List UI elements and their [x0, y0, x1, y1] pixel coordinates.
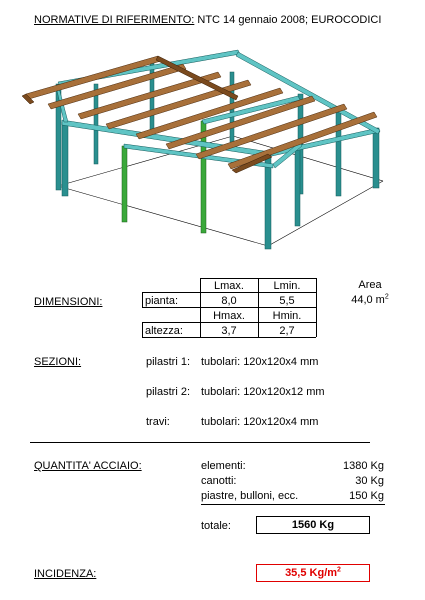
steel-label: QUANTITA' ACCIAIO: [34, 460, 142, 472]
steel-item-2-name: canotti: [201, 475, 237, 487]
section-2-name: pilastri 2: [146, 386, 191, 398]
steel-item-3-name: piastre, bulloni, ecc. [201, 490, 299, 502]
section-2-value: tubolari: 120x120x12 mm [201, 386, 325, 398]
incidence-value: 35,5 $Kg/m^2$ [285, 566, 341, 579]
incidence-label: INCIDENZA: [34, 568, 97, 580]
total-box [256, 516, 370, 534]
total-label: totale: [201, 520, 231, 532]
section-3-value: tubolari: 120x120x4 mm [201, 416, 319, 428]
altezza-hmax: 3,7 [221, 325, 237, 337]
steel-item-1-value: 1380 Kg [343, 460, 384, 472]
col-lmin: Lmin. [273, 280, 301, 292]
area-value: 44,0 $m^2$ [351, 293, 389, 306]
col-area: Area [358, 279, 382, 291]
row-altezza-label: altezza: [145, 325, 183, 337]
steel-item-3-value: 150 Kg [349, 490, 384, 502]
col-hmax: Hmax. [213, 310, 245, 322]
dimensions-label: DIMENSIONI: [34, 296, 103, 308]
steel-item-2-value: 30 Kg [355, 475, 384, 487]
section-1-name: pilastri 1: [146, 356, 191, 368]
altezza-hmin: 2,7 [279, 325, 295, 337]
standards-value: NTC 14 gennaio 2008; EUROCODICI [197, 14, 382, 26]
pianta-lmax: 8,0 [221, 295, 237, 307]
section-3-name: travi: [146, 416, 170, 428]
section-1-value: tubolari: 120x120x4 mm [201, 356, 319, 368]
section-divider [30, 442, 370, 443]
incidence-box [256, 564, 370, 582]
steel-item-1-name: elementi: [201, 460, 246, 472]
col-lmax: Lmax. [214, 280, 244, 292]
pianta-lmin: 5,5 [279, 295, 295, 307]
sections-label: SEZIONI: [34, 356, 82, 368]
sum-line [201, 504, 385, 505]
col-hmin: Hmin. [272, 310, 302, 322]
row-pianta-label: pianta: [145, 295, 179, 307]
standards-header [34, 14, 381, 26]
steel-structure-drawing [18, 36, 408, 264]
standards-label: NORMATIVE DI RIFERIMENTO: [34, 14, 195, 26]
total-value: 1560 Kg [291, 519, 335, 531]
